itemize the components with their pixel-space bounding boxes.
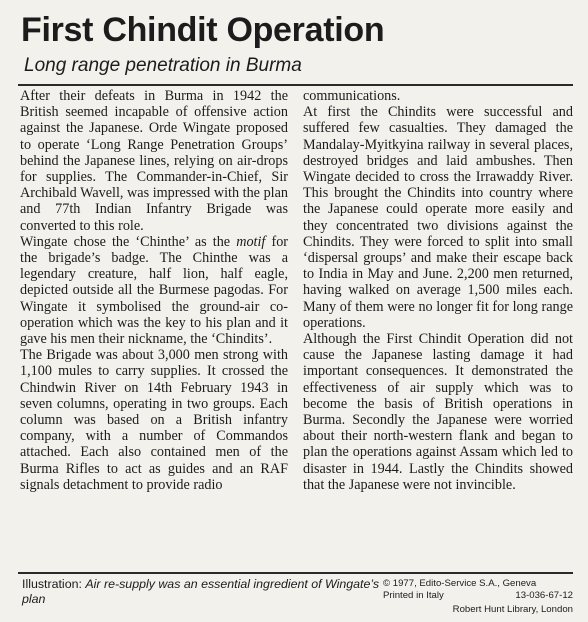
- paragraph: The Brigade was about 3,000 men strong with 1,100 mules to carry supplies. It crossed the Chindwin River on 14th February 1943 in seven columns, operating in two groups. Each column was based on a British infantry company, with a number of Commandos attached. Each also contained men of the Burma Rifles to act as guides and an RAF signals detachment to provide radio: [20, 347, 288, 493]
- paragraph: Although the First Chindit Operation did not cause the Japanese lasting damage it had important consequences. It demonstrated the effectiveness of air supply which was to become the basis of British operations in Burma. Secondly the Japanese were worried about their north-western flank and began to plan the operations against Assam which led to disaster in 1944. Lastly the Chindits showed that the Japanese were not invincible.: [303, 331, 573, 493]
- credits: [383, 578, 573, 616]
- page-title: First Chindit Operation: [21, 11, 385, 49]
- paragraph: At first the Chindits were successful and suffered few casualties. They damaged the Mandalay-Myitkyina railway in several places, destroyed bridges and laid ambushes. Then Wingate decided to cross the Irrawaddy River. This brought the Chindits into country where the Japanese could operate more easily and they concentrated two divisions against the Chindits. They were forced to split into small ‘dispersal groups’ and make their escape back to India in May and June. 2,200 men returned, having walked on average 1,500 miles each. Many of them were no longer fit for long range operations.: [303, 104, 573, 331]
- paragraph-text: Wingate chose the ‘Chinthe’ as the: [20, 233, 231, 250]
- subtitle: Long range penetration in Burma: [24, 55, 302, 76]
- illustration-caption: [22, 577, 392, 606]
- printed-in: Printed in Italy: [383, 589, 444, 601]
- caption-text: Air re-supply was an essential ingredient of Wingate’s plan: [22, 577, 380, 606]
- article-left-column: [20, 88, 288, 493]
- paragraph-text: for the brigade’s badge. The Chinthe was a legendary creature, half lion, half eagle, depicted outside all the Burmese pagodas. For Wingate it symbolised the ground-air co-operation which was the key to his plan and it gave his men their nickname, the ‘Chindits’.: [20, 233, 289, 348]
- print-info: [383, 590, 573, 602]
- library-credit: Robert Hunt Library, London: [452, 604, 573, 615]
- article-right-column: [303, 88, 573, 493]
- card-code: 13-036-67-12: [515, 589, 573, 601]
- emphasis-text: motif: [236, 233, 266, 250]
- paragraph: After their defeats in Burma in 1942 the British seemed incapable of offensive action against the Japanese. Orde Wingate proposed to operate ‘Long Range Penetration Groups’ behind the Japanese lines, relying on air-drops for supplies. The Commander-in-Chief, Sir Archibald Wavell, was impressed with the plan and 77th Indian Infantry Brigade was converted to this role.: [20, 88, 288, 234]
- paragraph: [20, 234, 288, 347]
- top-divider: [18, 84, 573, 86]
- caption-lead: Illustration:: [22, 577, 82, 591]
- bottom-divider: [18, 572, 573, 574]
- copyright: © 1977, Edito-Service S.A., Geneva: [383, 578, 537, 589]
- paragraph: communications.: [303, 88, 401, 104]
